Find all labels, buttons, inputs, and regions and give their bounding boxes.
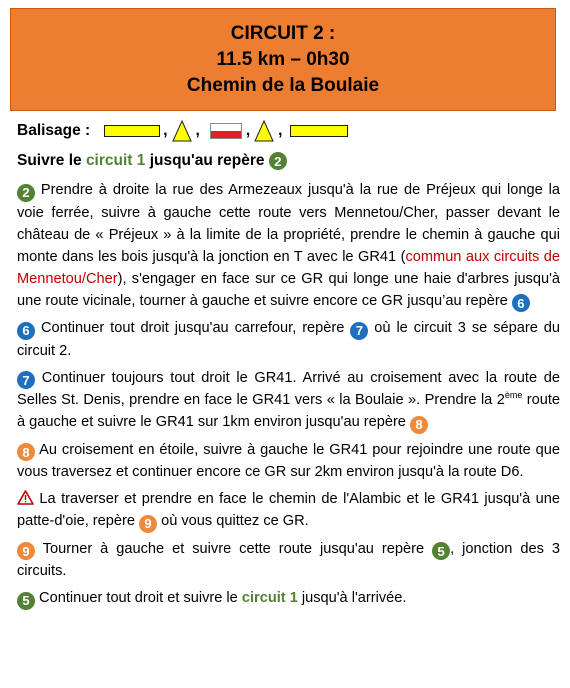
balisage-label: Balisage :	[17, 122, 91, 139]
step-paragraph-warning: La traverser et prendre en face le chemin de l'Alambic et le GR41 jusqu'à une patte-d'oie, repère 9 où vous quittez ce GR.	[17, 491, 560, 531]
title-box	[10, 8, 556, 111]
step-paragraph-2: 2 Prendre à droite la rue des Armezeaux jusqu'à la rue de Préjeux qui longe la voie ferrée, suivre à gauche cette route vers Mennetou/Cher, passer devant le château de « Préjeux » à la limite de la propriété, prendre le chemin à gauche qui monte dans les bois jusqu'à la jonction en T avec le GR41 (commun aux circuits de Mennetou/Cher), s'engager en face sur ce GR qui longe une haie d'arbres jusqu'à une route vicinale, tourner à gauche et suivre encore ce GR jusqu’au repère 6	[17, 182, 560, 311]
yellow-triangle-marker-icon	[254, 120, 274, 142]
step-paragraph-5: 5 Continuer tout droit et suivre le circuit 1 jusqu'à l'arrivée.	[17, 587, 560, 610]
waypoint-8-badge: 8	[17, 443, 35, 461]
yellow-triangle-marker-icon	[172, 120, 192, 142]
step-paragraph-7: 7 Continuer toujours tout droit le GR41. Arrivé au croisement avec la route de Selles St. Denis, prendre en face le GR41 vers « la Boulaie ». Prendre la 2ème route à gauche et suivre le GR41 sur 1km environ jusqu'au repère 8	[17, 369, 560, 432]
waypoint-5-badge: 5	[17, 592, 35, 610]
circuit-title: CIRCUIT 2 :	[230, 23, 336, 44]
waypoint-7-badge: 7	[350, 322, 368, 340]
yellow-bar-marker-icon	[290, 125, 348, 137]
waypoint-8-badge: 8	[410, 416, 428, 434]
waypoint-5-badge: 5	[432, 542, 450, 560]
waypoint-2-badge: 2	[269, 152, 287, 170]
yellow-bar-marker-icon	[104, 125, 160, 137]
waypoint-6-badge: 6	[512, 294, 530, 312]
balisage-row: Balisage : , , , ,	[17, 118, 560, 144]
warning-icon	[17, 490, 34, 505]
waypoint-2-badge: 2	[17, 184, 35, 202]
directions-content	[17, 118, 560, 610]
step-paragraph-6: 6 Continuer tout droit jusqu'au carrefour, repère 7 où le circuit 3 se sépare du circuit 2.	[17, 320, 560, 359]
waypoint-9-badge: 9	[139, 515, 157, 533]
waypoint-7-badge: 7	[17, 371, 35, 389]
red-white-flag-marker-icon	[210, 123, 242, 139]
circuit-distance-duration: 11.5 km – 0h30	[216, 49, 350, 70]
waypoint-9-badge: 9	[17, 542, 35, 560]
circuit-name: Chemin de la Boulaie	[186, 75, 380, 96]
waypoint-6-badge: 6	[17, 322, 35, 340]
follow-instruction: Suivre le circuit 1 jusqu'au repère 2	[17, 148, 560, 174]
step-paragraph-9: 9 Tourner à gauche et suivre cette route jusqu'au repère 5 , jonction des 3 circuits.	[17, 540, 560, 579]
shared-circuits-note: commun aux circuits de Mennetou/Cher	[17, 248, 560, 287]
step-paragraph-8: 8 Au croisement en étoile, suivre à gauche le GR41 pour rejoindre une route que vous traversez et continuer encore ce GR sur 2km environ jusqu'à la route D6.	[17, 441, 560, 480]
circuit-1-reference: circuit 1	[85, 152, 146, 169]
circuit-1-reference: circuit 1	[241, 590, 298, 606]
